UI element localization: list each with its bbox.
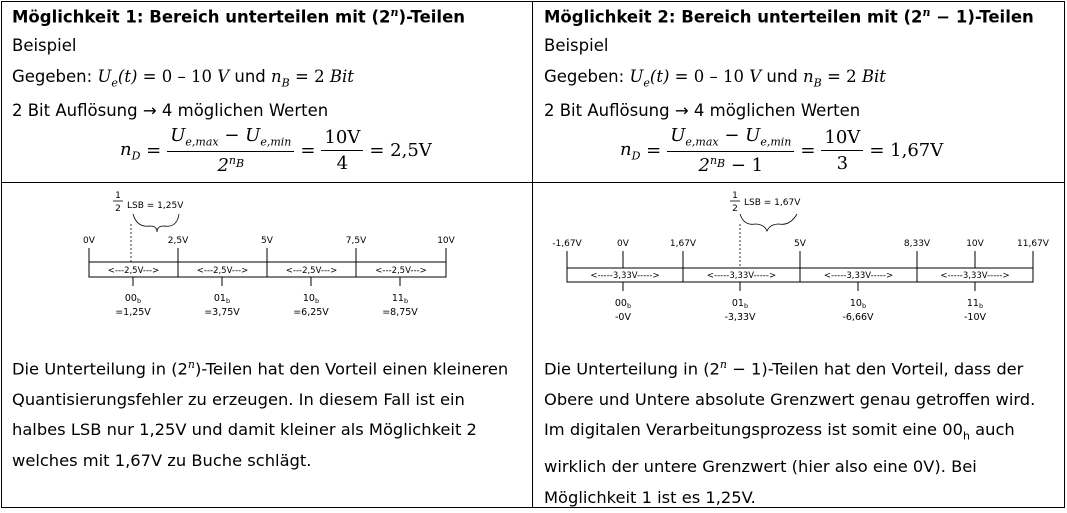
- left-lsb-label: LSB = 1,25V: [127, 201, 184, 211]
- right-tick-label: 1,67V: [669, 239, 697, 249]
- left-tick-label: 2,5V: [167, 236, 189, 246]
- right-code-value: -6,66V: [842, 312, 874, 323]
- left-code-label: $11_b$: [391, 293, 409, 305]
- right-tick-label: -1,67V: [552, 239, 582, 249]
- left-given-nb: $n_B = 2$ Bit: [271, 67, 354, 90]
- right-code-value: -10V: [963, 312, 987, 323]
- left-tick-label: 0V: [83, 236, 95, 246]
- left-title: Möglichkeit 1: Bereich unterteilen mit (2$^n$)-Teilen: [12, 6, 466, 27]
- svg-text:1: 1: [732, 191, 738, 201]
- svg-text:2: 2: [732, 204, 738, 214]
- right-given-expr: $U_e(t) = 0 - 10$ V: [629, 67, 762, 90]
- left-paragraph: Die Unterteilung in (2$^n$)-Teilen hat den Vorteil einen kleineren Quantisierungsfehler zu erzeugen. In diesem Fall ist ein halbes LSB nur 1,25V und damit kleiner als Möglichkeit 2 welches mit 1,67V zu Buche schlägt.: [12, 358, 509, 470]
- left-tick-label: 7,5V: [345, 236, 367, 246]
- left-code-label: $10_b$: [302, 293, 320, 305]
- right-given-prefix: Gegeben:: [544, 67, 625, 86]
- right-formula-frac2: $\frac{10V}{3}$: [821, 127, 863, 174]
- right-quantization-diagram: [533, 184, 1065, 344]
- left-given: [12, 67, 354, 89]
- right-code-value: -0V: [615, 312, 631, 323]
- right-segment-label: <-----3,33V----->: [706, 271, 777, 281]
- left-formula: $n_D$ = $\frac{U_{e,max} - U_{e,min}}{2^{n_B}}$ = $\frac{10V}{4}$ = 2,5V: [120, 125, 432, 176]
- right-formula-result: = 1,67V: [869, 139, 944, 161]
- left-code-label: $00_b$: [124, 293, 142, 305]
- right-code-label: $00_b$: [614, 298, 632, 310]
- left-quantization-diagram: [0, 184, 532, 344]
- left-formula-result: = 2,5V: [369, 139, 432, 161]
- right-tick-label: 11,67V: [1017, 239, 1049, 249]
- row-divider: [1, 182, 1065, 183]
- left-formula-frac: $\frac{U_{e,max} - U_{e,min}}{2^{n_B}}$: [167, 125, 294, 176]
- left-code-label: $01_b$: [213, 293, 231, 305]
- right-formula: $n_D$ = $\frac{U_{e,max} - U_{e,min}}{2^{n_B} - 1}$ = $\frac{10V}{3}$ = 1,67V: [620, 125, 944, 176]
- left-lsb-annotation: [113, 191, 184, 232]
- left-segment-label: <---2,5V--->: [285, 266, 338, 276]
- right-formula-frac: $\frac{U_{e,max} - U_{e,min}}{2^{n_B} - 1}$: [667, 125, 794, 176]
- right-tick-label: 10V: [966, 239, 984, 249]
- right-example: Beispiel: [544, 36, 609, 55]
- right-segment-label: <-----3,33V----->: [940, 271, 1010, 281]
- right-lsb-annotation: [730, 191, 801, 231]
- right-code-label: $01_b$: [731, 298, 749, 310]
- svg-text:1: 1: [115, 191, 121, 201]
- right-code-label: $11_b$: [966, 298, 984, 310]
- left-given-prefix: Gegeben:: [12, 67, 93, 86]
- left-segment-label: <---2,5V--->: [107, 266, 160, 276]
- left-code-value: =3,75V: [204, 307, 240, 318]
- left-formula-frac2: $\frac{10V}{4}$: [321, 127, 363, 174]
- right-tick-label: 8,33V: [903, 239, 931, 249]
- left-example: Beispiel: [12, 36, 77, 55]
- left-code-value: =1,25V: [115, 307, 151, 318]
- svg-text:2: 2: [115, 204, 121, 214]
- right-tick-label: 5V: [794, 239, 806, 249]
- right-code-value: -3,33V: [724, 312, 756, 323]
- left-code-value: =6,25V: [293, 307, 329, 318]
- right-segment-label: <-----3,33V----->: [823, 271, 894, 281]
- left-given-and: und: [234, 67, 266, 86]
- left-segment-label: <---2,5V--->: [196, 266, 249, 276]
- left-given-expr: $U_e(t) = 0 - 10$ V: [97, 67, 230, 90]
- left-tick-label: 5V: [261, 236, 273, 246]
- right-code-label: $10_b$: [849, 298, 867, 310]
- left-segment-label: <---2,5V--->: [375, 266, 427, 276]
- right-given-nb: $n_B = 2$ Bit: [803, 67, 886, 90]
- left-tick-label: 10V: [437, 236, 455, 246]
- right-title: Möglichkeit 2: Bereich unterteilen mit ($2^n$ − 1)-Teilen: [544, 6, 1034, 27]
- right-segment-label: <-----3,33V----->: [590, 271, 660, 281]
- right-tick-label: 0V: [617, 239, 629, 249]
- left-code-value: =8,75V: [382, 307, 418, 318]
- right-given: [544, 67, 886, 89]
- right-paragraph: Die Unterteilung in ($2^n$ − 1)-Teilen hat den Vorteil, dass der Obere und Untere absolute Grenzwert genau getroffen wird. Im digitalen Verarbeitungsprozess ist somit eine $00_h$ auch wirklich der untere Grenzwert (hier also eine 0V). Bei Möglichkeit 1 ist es 1,25V.: [544, 358, 1036, 507]
- right-resolution: 2 Bit Auflösung → 4 möglichen Werten: [544, 101, 861, 120]
- right-given-and: und: [766, 67, 798, 86]
- left-resolution: 2 Bit Auflösung → 4 möglichen Werten: [12, 101, 329, 120]
- right-lsb-label: LSB = 1,67V: [744, 198, 801, 208]
